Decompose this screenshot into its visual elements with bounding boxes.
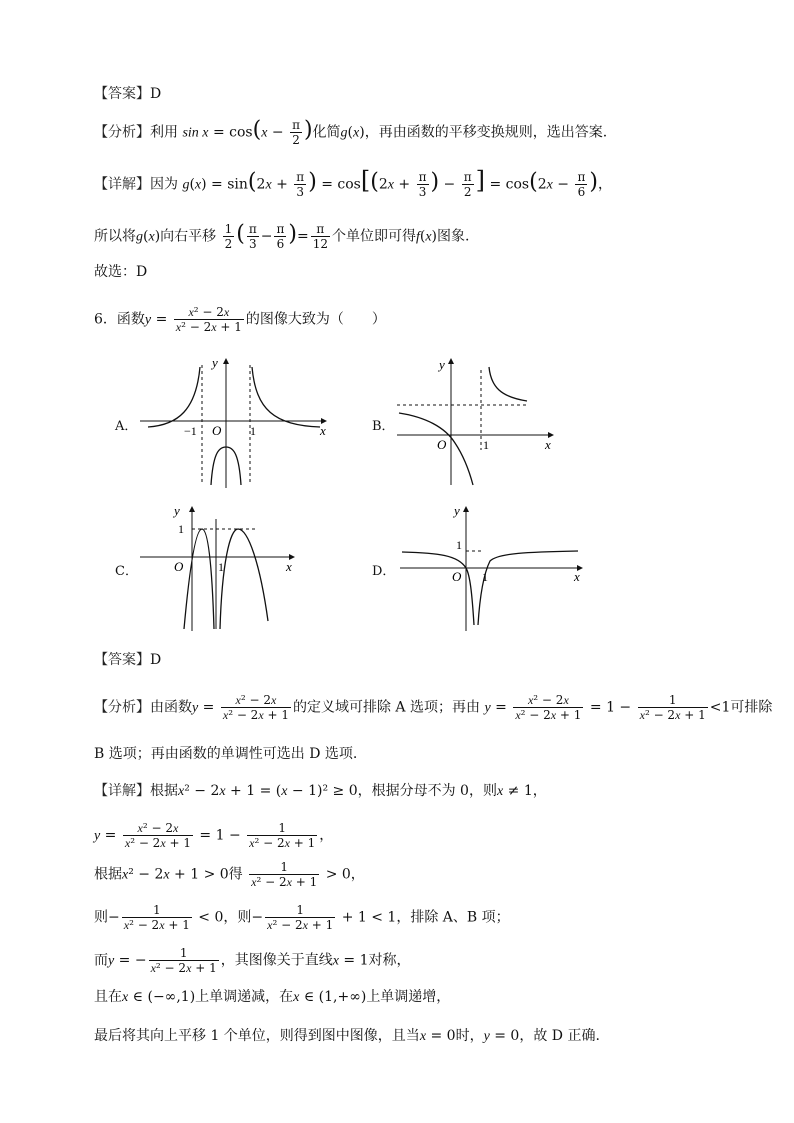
graph-d <box>398 503 588 633</box>
svg-text:O: O <box>452 569 462 584</box>
detail2-line-4: 则− $\frac{1}{\text{x² − 2x + 1}}$ < 0，则− $\frac{1}{\text{x² − 2x + 1}}$ + 1 < 1，排除 A、B 项； <box>94 903 510 932</box>
choose-line: 故选：D <box>94 264 148 280</box>
svg-text:1: 1 <box>178 522 184 536</box>
analysis-line-2b: B 选项；再由函数的单调性可选出 D 选项. <box>94 746 358 762</box>
y-label: y <box>212 355 218 370</box>
graph-a <box>138 355 338 490</box>
svg-text:y: y <box>174 503 180 518</box>
answer-tag: 【答案】 <box>94 86 150 102</box>
svg-text:1: 1 <box>482 570 488 584</box>
detail2-line-3: 根据x² − 2x + 1 > 0得 $\frac{1}{\text{x² − 2x + 1}}$ > 0， <box>94 860 365 889</box>
svg-text:y: y <box>454 503 460 518</box>
analysis-line-2: 【分析】由函数y = $\frac{\text{x² − 2x}}{\text{x² − 2x + 1}}$ 的定义域可排除 A 选项；再由 y = $\frac{\text{x² − 2x}}{\text{x² − 2x + 1}}$ = 1 − $\frac{1}{\text{x² − 2x + 1}}$ <1可排除 <box>94 693 773 722</box>
option-b-label: B． <box>372 419 395 434</box>
svg-text:x: x <box>574 569 580 584</box>
svg-text:−1: −1 <box>184 424 197 438</box>
question-6: 6．函数y = $\frac{\text{x² − 2x}}{\text{x² − 2x + 1}}$ 的图像大致为（ ） <box>94 305 386 334</box>
detail2-line-2: y = $\frac{\text{x² − 2x}}{\text{x² − 2x + 1}}$ = 1 − $\frac{1}{\text{x² − 2x + 1}}$ ， <box>94 821 334 850</box>
answer-line-2: 【答案】D <box>94 652 162 668</box>
svg-text:x: x <box>320 423 326 438</box>
detail2-line-6: 且在x ∈ (−∞,1)上单调递减，在x ∈ (1,+∞)上单调递增， <box>94 989 451 1005</box>
analysis-line-1: 【分析】利用 sin x = cos(x − $\frac{\pi}{2}$ )化简g(x)，再由函数的平移变换规则，选出答案. <box>94 117 608 147</box>
svg-text:O: O <box>437 437 447 452</box>
option-c-label: C． <box>115 564 138 579</box>
svg-text:x: x <box>286 559 292 574</box>
detail2-line-7: 最后将其向上平移 1 个单位，则得到图中图像，且当x = 0时，y = 0，故 D 正确. <box>94 1028 600 1044</box>
option-d-label: D． <box>372 564 396 579</box>
svg-text:1: 1 <box>218 560 224 574</box>
detail2-line-5: 而y = − $\frac{1}{\text{x² − 2x + 1}}$ ，其图像关于直线x = 1对称， <box>94 946 411 975</box>
svg-text:O: O <box>212 423 222 438</box>
svg-text:1: 1 <box>250 424 256 438</box>
svg-text:1: 1 <box>483 438 489 452</box>
svg-text:y: y <box>439 357 445 372</box>
option-a-label: A． <box>115 419 138 434</box>
detail-line-1: 【详解】因为 g(x) = sin(2x + $\frac{\pi}{3}$ ) = cos[(2x + $\frac{\pi}{3}$ ) − $\frac{\pi}{2}$ ] = cos(2x − $\frac{\pi}{6}$ )， <box>94 166 612 199</box>
shift-line: 所以将g(x)向右平移 $\frac{1}{2}$ ( $\frac{\pi}{3}$ − $\frac{\pi}{6}$ )= $\frac{\pi}{12}$ 个单位即可得f(x)图象. <box>94 221 470 251</box>
svg-text:1: 1 <box>456 538 462 552</box>
graph-b <box>395 355 565 490</box>
svg-text:x: x <box>545 437 551 452</box>
graph-c <box>138 503 298 633</box>
answer-value: D <box>150 86 162 102</box>
svg-text:O: O <box>174 559 184 574</box>
answer-line-1 <box>94 84 161 104</box>
detail2-line-1: 【详解】根据x² − 2x + 1 = (x − 1)² ≥ 0，根据分母不为 0，则x ≠ 1， <box>94 783 547 799</box>
